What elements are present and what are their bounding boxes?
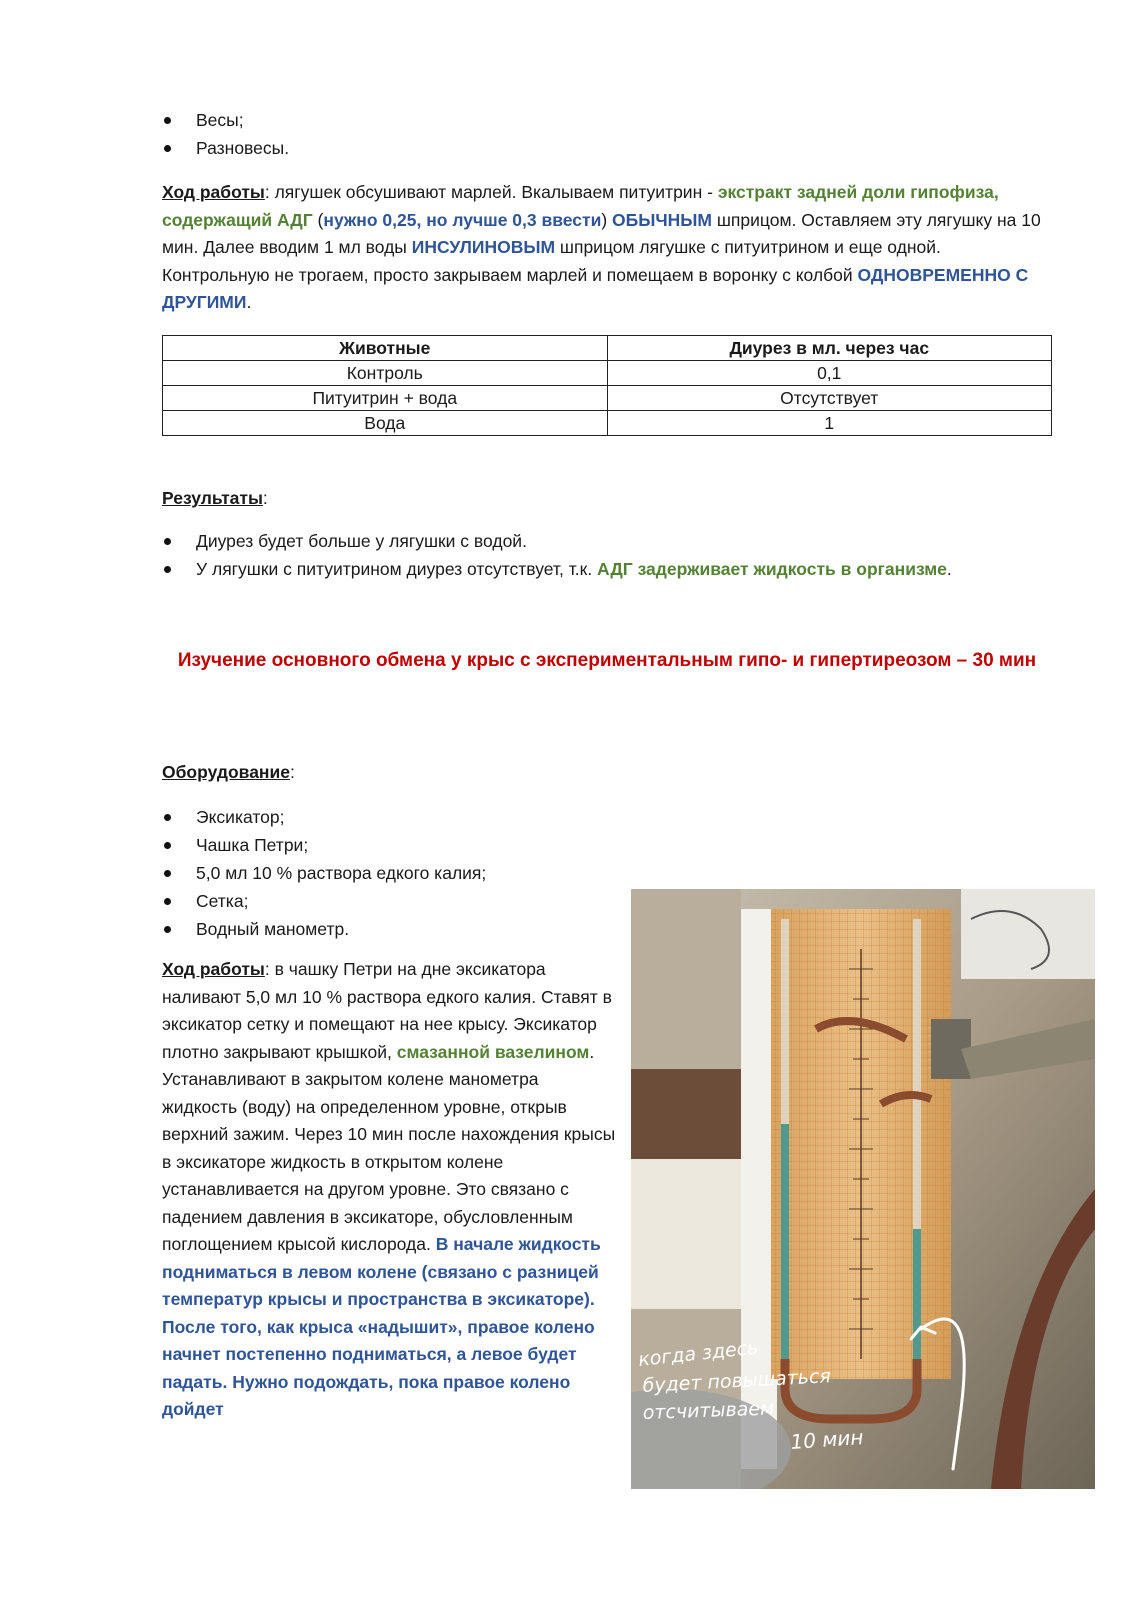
text-run: (	[312, 209, 324, 230]
note-line: 10 мин	[789, 1424, 865, 1454]
list-item: Эксикатор;	[162, 803, 486, 831]
text-run: . Устанавливают в закрытом колене манометра жидкость (воду) на определенном уровне, открыв верхний зажим. Через 10 мин после нахождения крысы в эксикаторе жидкость в открытом колене устанавливается на другом уровне. Это связано с падением давления в эксикаторе, обусловленным поглощением крысой кислорода.	[162, 1041, 616, 1254]
diuresis-table	[162, 335, 1052, 436]
list-item: Водный манометр.	[162, 915, 486, 943]
highlight-green: смазанной вазелином	[396, 1041, 590, 1062]
table-header-row	[163, 336, 1052, 361]
procedure-label: Ход работы	[162, 182, 265, 202]
section-title: Изучение основного обмена у крыс с экспериментальным гипо- и гипертиреозом – 30 мин	[177, 650, 1037, 671]
procedure-paragraph-2	[162, 956, 617, 1424]
column-header: Животные	[163, 336, 608, 361]
manometer-illustration	[631, 889, 1095, 1489]
list-item: Сетка;	[162, 887, 486, 915]
highlight-blue: ОБЫЧНЫМ	[612, 209, 712, 230]
column-header: Диурез в мл. через час	[607, 336, 1052, 361]
text-run: )	[601, 209, 613, 230]
text-run: шприцом лягушке с питуитрином и еще одной. Контрольную не трогаем, просто закрываем марлей и помещаем в воронку с колбой	[162, 237, 941, 285]
results-heading	[162, 485, 268, 513]
procedure-paragraph-1	[162, 179, 1042, 317]
table-row	[163, 386, 1052, 411]
list-item: Разновесы.	[162, 134, 289, 162]
text-run: : в чашку Петри на дне эксикатора наливают 5,0 мл 10 % раствора едкого калия. Ставят в эксикатор сетку и помещают на нее крысу. Эксикатор плотно закрывают крышкой,	[162, 959, 612, 1062]
list-item	[162, 555, 952, 583]
results-list	[162, 527, 952, 583]
table-row	[163, 411, 1052, 436]
procedure-label: Ход работы	[162, 959, 265, 979]
list-item: Весы;	[162, 106, 289, 134]
manometer-photo	[631, 889, 1095, 1489]
text-run: : лягушек обсушивают марлей. Вкалываем питуитрин -	[264, 182, 718, 202]
highlight-green: экстракт задней доли гипофиза, содержащий АДГ	[162, 182, 999, 230]
text-run: .	[246, 292, 252, 312]
equipment-label: Оборудование	[162, 762, 290, 782]
table-cell: Отсутствует	[607, 386, 1052, 411]
note-line: когда здесь	[637, 1336, 760, 1371]
results-label: Результаты	[162, 488, 263, 508]
table-cell: Питуитрин + вода	[163, 386, 608, 411]
text-run: У лягушки с питуитрином диурез отсутствует, т.к.	[196, 559, 598, 579]
equipment-list	[162, 803, 486, 943]
note-line: отсчитываем	[642, 1397, 775, 1424]
note-line: будет повышаться	[642, 1365, 832, 1397]
list-item: Диурез будет больше у лягушки с водой.	[162, 527, 952, 555]
highlight-blue: ИНСУЛИНОВЫМ	[411, 237, 556, 257]
table-cell: Контроль	[163, 361, 608, 386]
list-item: Чашка Петри;	[162, 831, 486, 859]
highlight-blue: ОДНОВРЕМЕННО С ДРУГИМИ	[162, 264, 1029, 312]
text-run: шприцом. Оставляем эту лягушку на 10 мин. Далее вводим 1 мл воды	[162, 209, 1041, 257]
table-cell: 1	[607, 411, 1052, 436]
table-row	[163, 361, 1052, 386]
highlight-blue: нужно 0,25, но лучше 0,3 ввести	[323, 209, 602, 230]
text-run: :	[290, 762, 295, 782]
table-cell: Вода	[163, 411, 608, 436]
text-run: :	[262, 488, 268, 508]
table-cell: 0,1	[607, 361, 1052, 386]
text-run: .	[946, 559, 952, 579]
top-bullet-list	[162, 106, 289, 162]
highlight-green: АДГ задерживает жидкость в организме	[597, 559, 947, 579]
list-item: 5,0 мл 10 % раствора едкого калия;	[162, 859, 486, 887]
highlight-blue: В начале жидкость подниматься в левом колене (связано с разницей температур крысы и пространства в эксикаторе). После того, как крыса «надышит», правое колено начнет постепенно подниматься, а левое будет падать. Нужно подождать, пока правое колено дойдет	[162, 1234, 601, 1419]
equipment-heading	[162, 759, 295, 787]
